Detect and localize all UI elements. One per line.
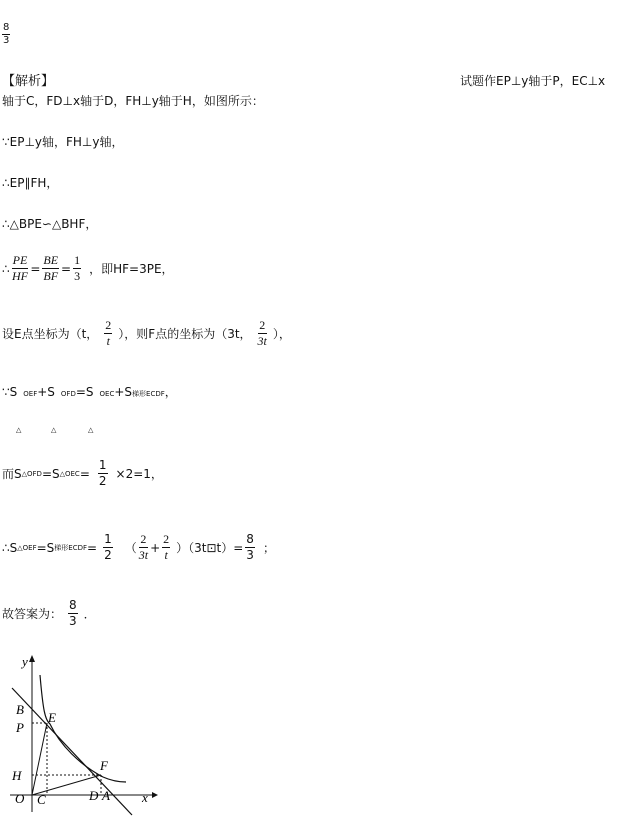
step4-prefix: ∴ [2,261,10,276]
hyperbola-curve [40,675,126,782]
coordinate-figure [0,650,170,820]
answer-line [2,598,96,629]
answer-suffix: ． [83,607,96,621]
sub-ofd: OFD [60,390,76,398]
label-b: B [16,702,24,717]
denominator: 3 [246,548,254,562]
sub-oec: OEC [99,390,115,398]
fraction-be-bf [42,253,59,284]
step6-b: +S [37,385,55,399]
fraction-one-half [98,458,108,489]
step6-e: ， [164,385,177,399]
step8-eq: = [87,540,98,555]
numerator: 2 [105,318,112,332]
numerator: 1 [104,532,112,546]
be: BE [43,253,59,267]
equals: = [61,261,72,276]
step6-d: +S [114,385,133,399]
sub-ofd: △OFD [21,469,42,478]
step1: ∵EP⊥y轴，FH⊥y轴， [2,135,124,149]
triangle-mark-3: △ [88,426,94,434]
denominator: t [106,334,110,348]
sub-oef: △OEF [17,543,37,552]
fraction-one-half [103,532,113,563]
step5-part1: 设E点坐标为（t， [2,327,99,341]
step7-eq: = [79,466,90,481]
denominator: 2 [98,474,107,488]
fraction-pe-hf [12,253,29,284]
step8-prefix: ∴S [2,540,18,555]
step6 [2,383,177,400]
label-x: x [142,790,148,805]
step4-suffix: ，即HF=3PE， [89,262,174,276]
analysis-intro-line2: 轴于C，FD⊥x轴于D，FH⊥y轴于H，如图所示： [2,94,264,108]
equals: = [30,261,41,276]
label-a: A [102,788,110,803]
triangle-mark-2: △ [51,426,57,434]
answer-prefix: 故答案为： [2,607,63,621]
top-answer-den: 3 [3,35,10,46]
step8-mid: =S [36,540,55,555]
step7-mid: =S [41,466,60,481]
denominator: 3t [257,334,267,348]
numerator: 2 [140,532,147,546]
numerator: 2 [259,318,266,332]
numerator: 1 [74,253,81,267]
step7-suffix: ×2=1， [115,467,163,481]
sub-trapezoid: 梯形ECDF [54,543,88,552]
sub-oec: △OEC [59,469,80,478]
line-ab [12,688,132,815]
label-h: H [12,768,22,783]
step3: ∴△BPE∽△BHF， [2,217,98,231]
triangle-mark-1: △ [16,426,22,434]
sub-oef: OEF [23,390,38,398]
label-o: O [15,791,25,806]
step5 [2,318,291,349]
numerator: 8 [69,598,77,612]
step6-c: =S [75,385,94,399]
fraction-one-third [73,253,81,284]
sub-trapezoid: 梯形ECDF [132,390,165,398]
denominator: t [164,548,168,562]
label-y: y [22,654,28,669]
numerator: 8 [246,532,254,546]
analysis-intro-right: 试题作EP⊥y轴于P，EC⊥x [460,74,606,88]
label-e: E [48,710,56,725]
fraction-2-over-t [162,532,170,563]
fraction-2-over-3t [139,532,148,563]
step6-a: ∵S [2,385,18,399]
plus: + [150,540,161,555]
label-c: C [37,792,46,807]
denominator: 3 [74,269,81,283]
hf: HF [11,269,28,283]
label-p: P [16,720,24,735]
numerator: 1 [98,458,107,472]
numerator: 2 [163,532,170,546]
label-d: D [89,788,99,803]
fraction-2-over-t [104,318,112,349]
pe: PE [12,253,28,267]
step5-part3: ）， [272,327,291,341]
denominator: 3 [69,614,77,628]
fraction-2-over-3t [258,318,267,349]
top-answer-fraction [2,22,10,47]
open-paren: （ [124,541,137,555]
denominator: 3t [138,548,149,562]
step7 [2,458,163,489]
y-axis-arrow [29,655,35,662]
step5-part2: ），则F点的坐标为（3t， [118,327,252,341]
step2: ∴EP∥FH， [2,176,59,190]
step8 [2,532,275,563]
step8-suffix: ； [262,541,275,555]
bf: BF [43,269,59,283]
x-axis-arrow [152,792,158,798]
segment-oe [32,723,47,795]
top-answer-num: 8 [3,22,10,33]
analysis-label: 【解析】 [2,74,55,89]
close-expr: ）（3t⊡t）= [176,541,244,555]
denominator: 2 [104,548,112,562]
fraction-eight-thirds [245,532,255,563]
label-f: F [100,758,108,773]
answer-fraction [68,598,78,629]
step4 [2,253,174,284]
step7-prefix: 而S [2,467,22,481]
